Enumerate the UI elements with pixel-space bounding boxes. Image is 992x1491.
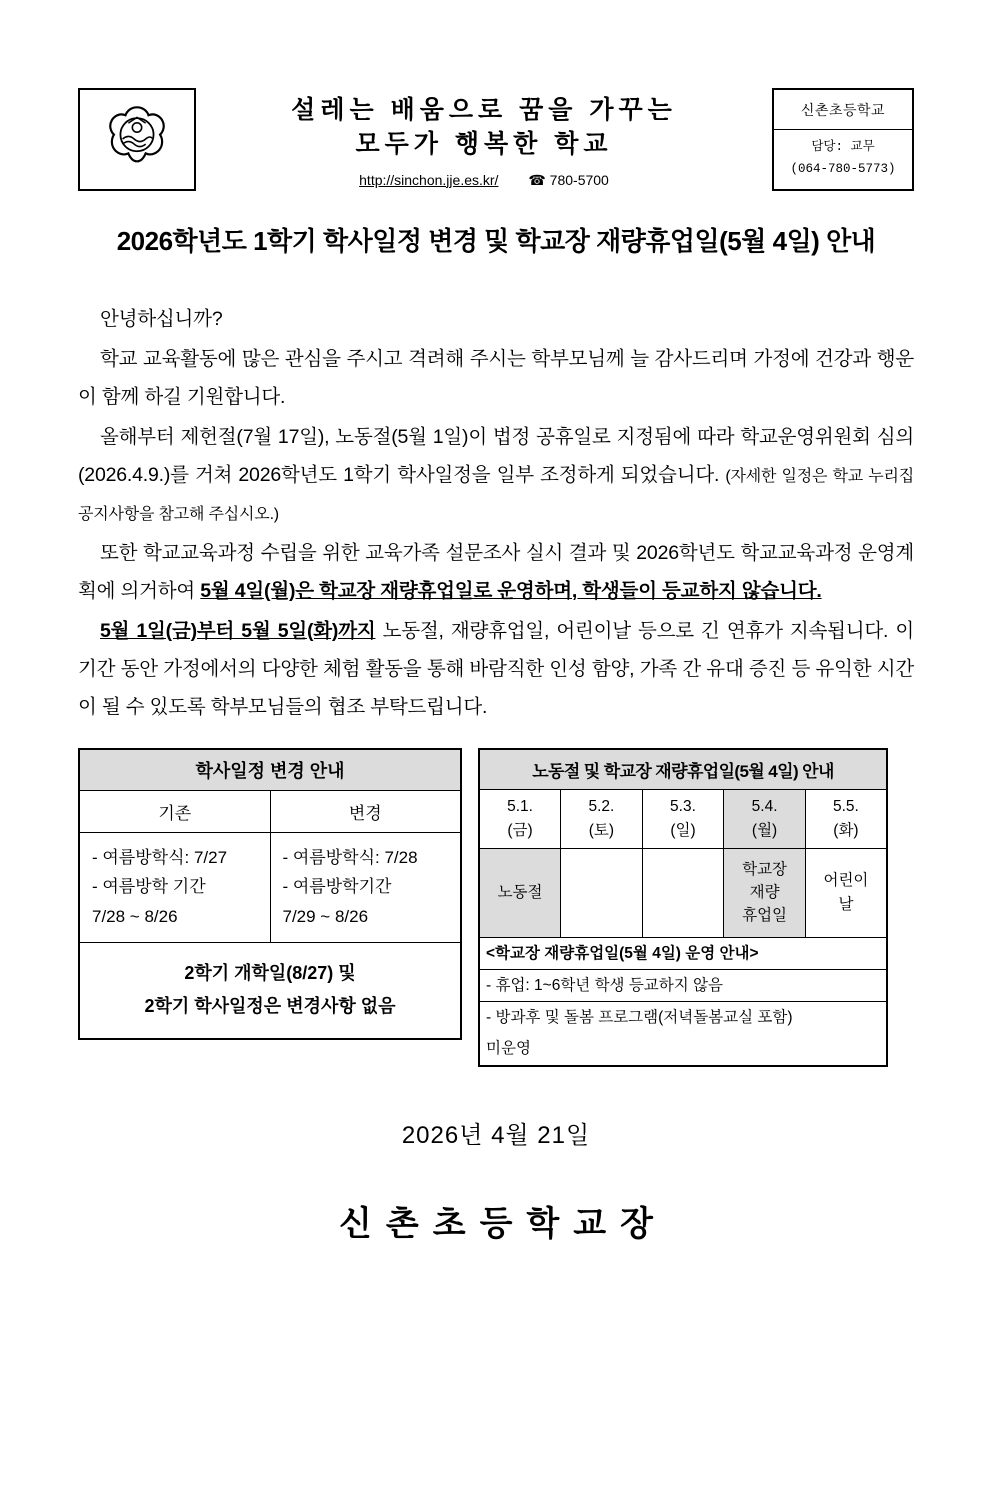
department-label: 담당: 교무 (811, 140, 875, 155)
schedule-change-footer-line-2: 2학기 학사일정은 변경사항 없음 (144, 996, 396, 1017)
event-cell-2 (561, 848, 643, 937)
note-line-1: <학교장 재량휴업일(5월 4일) 운영 안내> (479, 937, 887, 969)
day-weekday-2: (토) (588, 821, 615, 839)
event-cell-4: 학교장 재량 휴업일 (724, 848, 806, 937)
table-row (479, 1002, 887, 1034)
schedule-change-table (78, 748, 462, 1040)
department-phone: (064-780-5773) (790, 162, 896, 177)
document-date: 2026년 4월 21일 (401, 1121, 591, 1149)
table-row (479, 749, 887, 790)
school-logo-box (78, 88, 196, 191)
department-info (774, 130, 912, 189)
document-body (78, 300, 914, 726)
table-row (79, 942, 461, 1038)
day-date-3: 5.3. (670, 797, 696, 815)
schedule-change-footer (79, 942, 461, 1038)
after-line-2: - 여름방학기간 (282, 877, 392, 897)
table-row (479, 969, 887, 1001)
contact-line (359, 172, 609, 189)
school-website-link[interactable]: http://sinchon.jje.es.kr/ (359, 171, 499, 188)
before-cell (79, 832, 270, 942)
slogan-line-1: 설레는 배움으로 꿈을 가꾸는 (291, 96, 677, 124)
note-line-4: 미운영 (479, 1033, 887, 1065)
paragraph-greeting: 안녕하십니까? (100, 307, 223, 330)
phone-block (528, 172, 609, 188)
slogan-line-2: 모두가 행복한 학교 (355, 129, 613, 158)
day-weekday-4: (월) (751, 821, 778, 839)
phone-number: 780-5700 (549, 171, 609, 188)
note-line-2: - 휴업: 1~6학년 학생 등교하지 않음 (479, 969, 887, 1001)
schedule-change-table-header: 학사일정 변경 안내 (79, 749, 461, 791)
paragraph-long-holiday (78, 612, 914, 726)
page-title: 2026학년도 1학기 학사일정 변경 및 학교장 재량휴업일(5월 4일) 안내 (116, 225, 876, 256)
table-row (79, 832, 461, 942)
day-cell-4 (724, 789, 806, 848)
table-row (479, 937, 887, 969)
table-row (479, 848, 887, 937)
day-date-5: 5.5. (833, 797, 859, 815)
paragraph-schedule-change (78, 418, 914, 532)
telephone-icon: ☎ (528, 171, 546, 188)
paragraph-discretionary-text: 또한 학교교육과정 수립을 위한 교육가족 설문조사 실시 결과 및 2026학년도 학교교육과정 운영계획에 의거하여 (78, 541, 914, 602)
day-weekday-3: (일) (670, 821, 696, 839)
school-info-box (772, 88, 914, 191)
table-row (479, 1033, 887, 1065)
holiday-calendar-header: 노동절 및 학교장 재량휴업일(5월 4일) 안내 (479, 749, 887, 790)
after-cell (270, 832, 461, 942)
paragraph-thanks: 학교 교육활동에 많은 관심을 주시고 격려해 주시는 학부모님께 늘 감사드리며 가정에 건강과 행운이 함께 하길 기원합니다. (78, 347, 914, 408)
before-line-2: - 여름방학 기간 (92, 877, 206, 897)
before-line-1: - 여름방학식: 7/27 (92, 847, 228, 867)
note-line-3: - 방과후 및 돌봄 프로그램(저녁돌봄교실 포함) (479, 1002, 887, 1034)
day-weekday-1: (금) (507, 821, 533, 839)
event-cell-3 (642, 848, 724, 937)
event-cell-5: 어린이 날 (805, 848, 887, 937)
signature-line: 신촌초등학교장 (339, 1204, 667, 1243)
day-cell-2 (561, 789, 643, 848)
table-row (479, 789, 887, 848)
table-row (79, 749, 461, 791)
event-cell-1: 노동절 (479, 848, 561, 937)
day-date-2: 5.2. (588, 797, 615, 815)
paragraph-schedule-change-text: 올해부터 제헌절(7월 17일), 노동절(5월 1일)이 법정 공휴일로 지정됨에 따라 학교운영위원회 심의(2026.4.9.)를 거쳐 2026학년도 1학기 학사일정을 일부 조정하게 되었습니다. (78, 425, 914, 486)
schedule-change-footer-line-1: 2학기 개학일(8/27) 및 (184, 962, 356, 983)
school-name: 신촌초등학교 (774, 90, 912, 130)
day-weekday-5: (화) (833, 821, 859, 839)
after-line-3: 7/29 ~ 8/26 (282, 907, 369, 927)
school-emblem-icon (101, 103, 173, 175)
before-line-3: 7/28 ~ 8/26 (92, 907, 178, 927)
column-header-before: 기존 (79, 790, 270, 832)
day-date-1: 5.1. (507, 797, 533, 815)
after-line-1: - 여름방학식: 7/28 (282, 847, 418, 867)
day-cell-3 (642, 789, 724, 848)
paragraph-schedule-change-note: (자세한 일정은 학교 누리집 공지사항을 참고해 주십시오.) (78, 467, 914, 523)
day-cell-5 (805, 789, 887, 848)
slogan-block (196, 88, 772, 191)
paragraph-discretionary-emphasis: 5월 4일(월)은 학교장 재량휴업일로 운영하며, 학생들이 등교하지 않습니다. (200, 579, 822, 602)
holiday-calendar-table (478, 748, 888, 1067)
day-cell-1 (479, 789, 561, 848)
column-header-after: 변경 (270, 790, 461, 832)
paragraph-discretionary-holiday (78, 534, 914, 610)
tables-area (78, 748, 914, 1067)
paragraph-long-holiday-emphasis: 5월 1일(금)부터 5월 5일(화)까지 (100, 619, 376, 642)
paragraph-long-holiday-text: 노동절, 재량휴업일, 어린이날 등으로 긴 연휴가 지속됩니다. 이 기간 동안 가정에서의 다양한 체험 활동을 통해 바람직한 인성 함양, 가족 간 유대 증진 등 유익한 시간이 될 수 있도록 학부모님들의 협조 부탁드립니다. (78, 619, 914, 718)
document-page (0, 88, 992, 1491)
day-date-4: 5.4. (751, 797, 778, 815)
letterhead (78, 88, 914, 191)
table-row (79, 790, 461, 832)
